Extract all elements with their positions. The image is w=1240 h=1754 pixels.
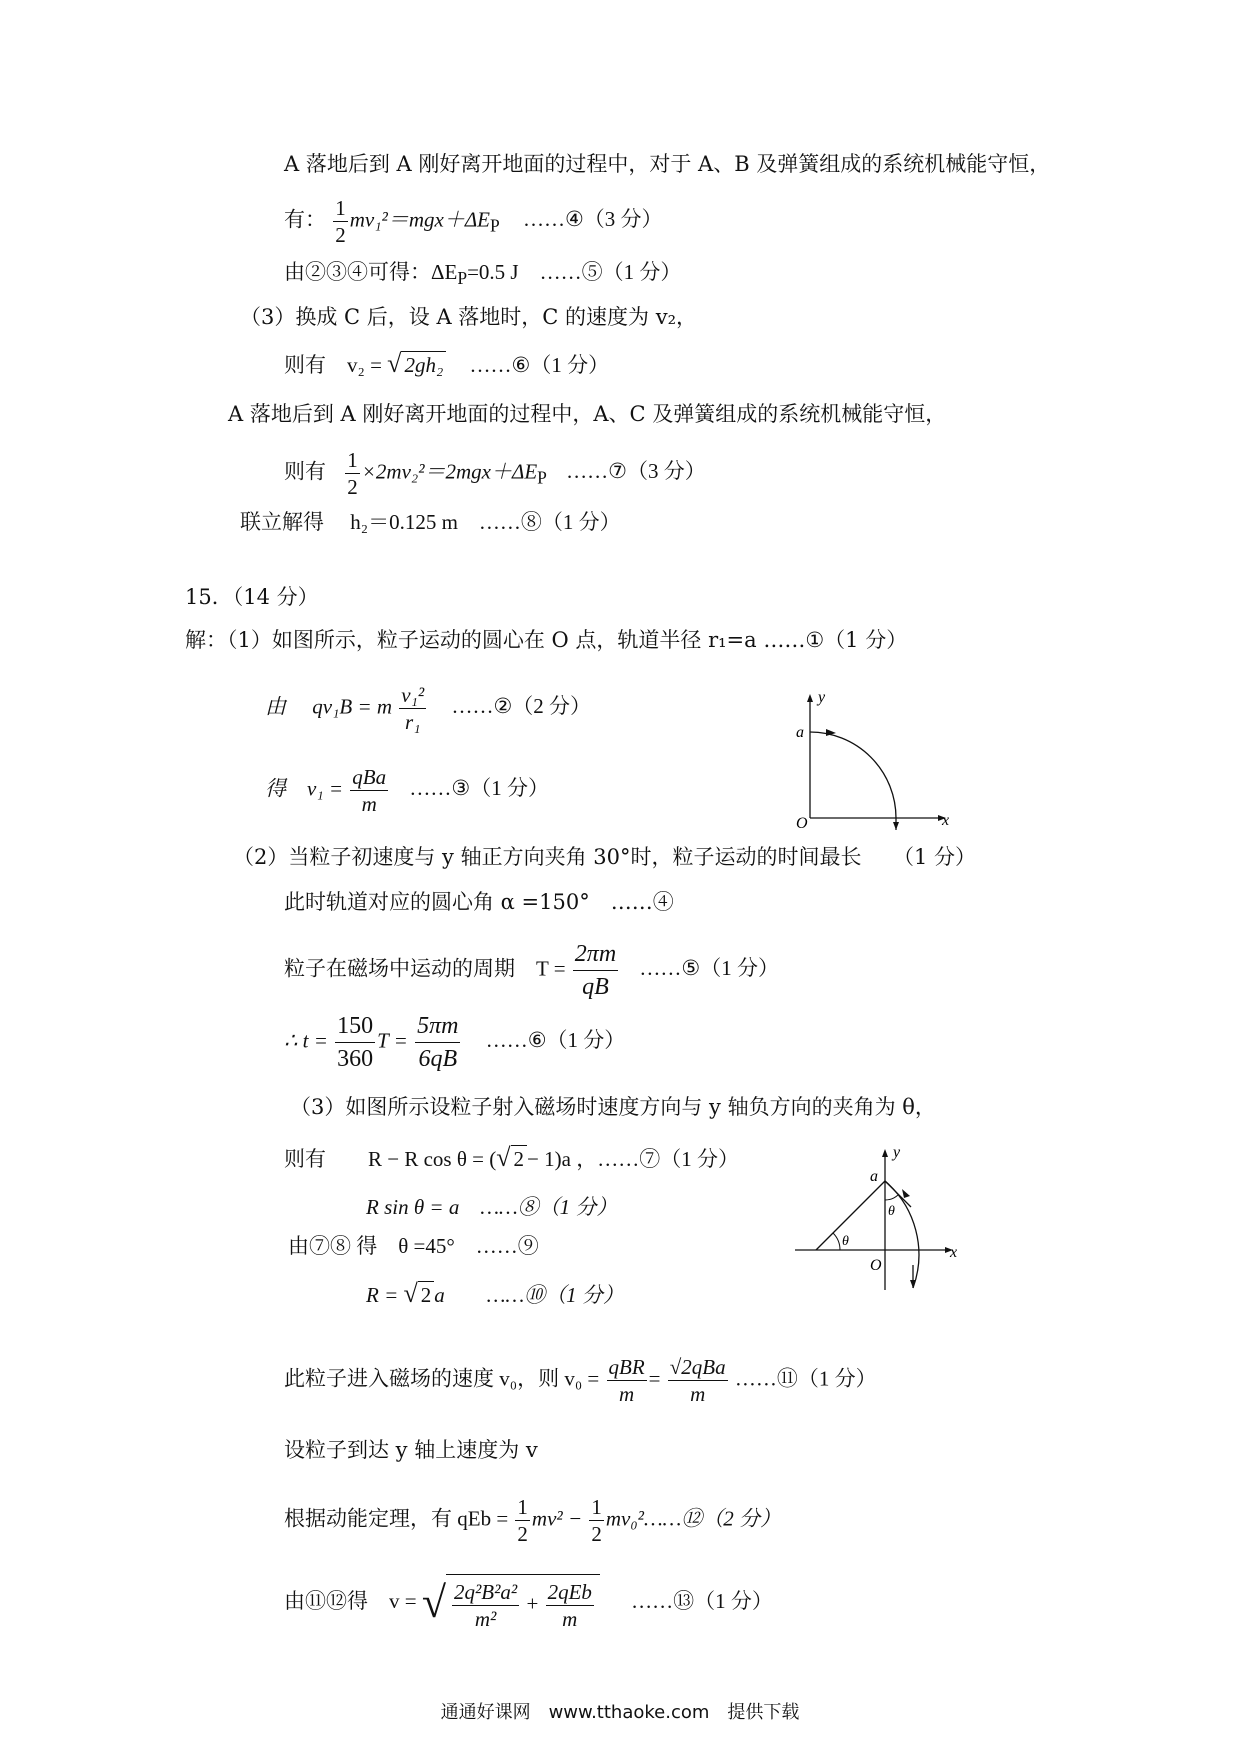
figure-quarter-circle xyxy=(790,690,950,830)
denominator: 360 xyxy=(337,1046,374,1072)
prefix: 粒子在磁场中运动的周期 T = xyxy=(284,956,566,981)
text-line-10: 解：（1）如图所示，粒子运动的圆心在 O 点，轨道半径 r₁=a ……①（1 分） xyxy=(185,628,908,652)
subscript: P xyxy=(489,215,500,236)
fraction-result xyxy=(415,1010,460,1075)
radicand: 2 xyxy=(418,1281,435,1308)
radicand: 2 xyxy=(511,1145,528,1172)
equation-line-25 xyxy=(284,1574,773,1632)
radical-sign: √ xyxy=(403,1279,418,1308)
equation-line-16 xyxy=(284,1010,625,1075)
numerator: 2q²B²a² xyxy=(454,1580,518,1604)
radical-sign: √ xyxy=(387,349,402,378)
prefix: 根据动能定理，有 qEb = xyxy=(284,1506,509,1531)
problem-heading: 15．（14 分） xyxy=(185,585,319,609)
text-line-4: （3）换成 C 后，设 A 落地时，C 的速度为 v₂， xyxy=(240,305,697,329)
equals: = xyxy=(648,1366,661,1391)
equation-tag: ……⑥（1 分） xyxy=(469,353,610,377)
plus: + xyxy=(526,1591,539,1616)
equation-tag: ……⑬（1 分） xyxy=(631,1588,773,1613)
origin-label: O xyxy=(796,815,808,830)
radicand: 2gh₂ xyxy=(401,351,446,378)
numerator: 2qEb xyxy=(547,1580,592,1604)
fraction xyxy=(350,764,388,817)
prefix: 则有 xyxy=(284,459,326,484)
text-line-20: 由⑦⑧ 得 θ =45° ……⑨ xyxy=(288,1234,539,1258)
radicand xyxy=(446,1574,600,1632)
tail: a ……⑩（1 分） xyxy=(434,1283,624,1307)
middle: mv² − xyxy=(531,1506,583,1531)
text-line-13: （2）当粒子初速度与 y 轴正方向夹角 30°时，粒子运动的时间最长 （1 分） xyxy=(233,845,977,869)
fraction-half: $\frac{1}{2}$ xyxy=(335,196,346,247)
text-line-1: A 落地后到 A 刚好离开地面的过程中，对于 A、B 及弹簧组成的系统机械能守恒， xyxy=(284,152,1051,176)
denominator: m xyxy=(562,1607,578,1631)
denominator: 2 xyxy=(591,1522,602,1546)
x-axis-label: x xyxy=(950,1244,958,1261)
equation-line-21 xyxy=(366,1280,624,1309)
text: 由②③④可得：ΔE xyxy=(284,260,458,284)
numerator: v₁² xyxy=(401,683,425,707)
numerator: 1 xyxy=(517,1495,528,1519)
denominator: m xyxy=(690,1382,706,1406)
text-line-23: 设粒子到达 y 轴上速度为 v xyxy=(284,1438,538,1462)
a-label: a xyxy=(796,724,804,741)
origin-label: O xyxy=(870,1257,882,1274)
numerator: qBR xyxy=(608,1355,645,1379)
prefix: ∴ t = xyxy=(284,1028,328,1053)
equation-tag: ……③（1 分） xyxy=(409,776,549,801)
subscript: P xyxy=(537,467,547,488)
numerator: 2πm xyxy=(573,938,618,971)
figure-offset-circle xyxy=(790,1145,960,1295)
text-line-3 xyxy=(284,258,681,292)
equation-line-18 xyxy=(284,1144,739,1173)
equation-line-2 xyxy=(284,195,663,248)
x-axis-label: x xyxy=(942,812,950,829)
numerator: 150 xyxy=(335,1010,375,1043)
prefix: 得 v₁ = xyxy=(265,776,344,801)
fraction xyxy=(399,682,426,735)
equation-body: ×2mv₂²＝2mgx＋ΔE xyxy=(361,459,538,484)
denominator: m xyxy=(618,1382,635,1406)
radical-sign: √ xyxy=(496,1143,511,1172)
theta-label-bottom: θ xyxy=(842,1234,849,1249)
middle: T = xyxy=(377,1028,408,1053)
prefix: 由⑪⑫得 v = xyxy=(284,1588,417,1613)
text-line-14: 此时轨道对应的圆心角 α =150° ……④ xyxy=(284,890,674,914)
numerator: 5πm xyxy=(415,1010,460,1043)
prefix: 则有 v₂ = xyxy=(284,353,382,377)
tail: mv₀²……⑫（2 分） xyxy=(605,1506,782,1531)
prefix: 有： xyxy=(284,207,326,232)
equation-tag: ……⑪（1 分） xyxy=(734,1366,877,1391)
equation-line-11 xyxy=(265,682,591,735)
equation-tag: ……⑦（3 分） xyxy=(566,459,706,484)
denominator: 2 xyxy=(517,1522,528,1546)
text-line-6: A 落地后到 A 刚好离开地面的过程中，A、C 及弹簧组成的系统机械能守恒， xyxy=(228,402,947,426)
numerator: qBa xyxy=(352,765,387,789)
prefix: R = xyxy=(366,1283,399,1307)
denominator: r₁ xyxy=(405,710,421,734)
equation-line-12 xyxy=(265,764,549,817)
denominator: m xyxy=(361,792,377,816)
y-axis-label: y xyxy=(893,1145,901,1161)
numerator: √2qBa xyxy=(669,1355,726,1379)
prefix: 由 qv₁B = m xyxy=(265,694,393,719)
denominator: 6qB xyxy=(418,1046,458,1072)
prefix: 则有 R − R cos θ = ( xyxy=(284,1147,497,1171)
tail: − 1)a ，……⑦（1 分） xyxy=(527,1147,739,1171)
text-line-17: （3）如图所示设粒子射入磁场时速度方向与 y 轴负方向的夹角为 θ， xyxy=(290,1095,936,1119)
fraction-ratio xyxy=(335,1010,375,1075)
equation-line-24 xyxy=(284,1494,781,1547)
equation-tag: ……②（2 分） xyxy=(451,694,592,719)
y-axis-label: y xyxy=(818,690,826,706)
theta-label-top: θ xyxy=(888,1204,895,1219)
equation-body: mv₁²＝mgx＋ΔE xyxy=(349,207,490,232)
fraction-2 xyxy=(546,1579,594,1632)
fraction-1 xyxy=(452,1579,519,1632)
fraction-2 xyxy=(668,1354,728,1407)
equation-line-19: R sin θ = a ……⑧（1 分） xyxy=(366,1195,618,1219)
equation-line-15 xyxy=(284,938,779,1003)
subscript: P xyxy=(457,268,468,289)
equation-tag: ……⑥（1 分） xyxy=(485,1028,626,1053)
prefix: 此粒子进入磁场的速度 v₀，则 v₀ = xyxy=(284,1366,600,1391)
fraction xyxy=(573,938,618,1003)
fraction-half-2 xyxy=(589,1494,604,1547)
radical-sign: √ xyxy=(421,1578,446,1627)
text-tail: =0.5 J ……⑤（1 分） xyxy=(467,260,682,284)
equation-tag: ……④（3 分） xyxy=(522,207,663,232)
denominator: qB xyxy=(582,974,609,1000)
fraction-1 xyxy=(607,1354,647,1407)
equation-tag: ……⑤（1 分） xyxy=(639,956,779,981)
denominator: m² xyxy=(474,1607,497,1631)
footer-download-notice: 通通好课网 www.tthaoke.com 提供下载 xyxy=(440,1702,800,1723)
equation-line-7 xyxy=(284,447,706,500)
numerator: 1 xyxy=(591,1495,602,1519)
text-line-8: 联立解得 h₂＝0.125 m ……⑧（1 分） xyxy=(240,510,621,534)
fraction-half: $\frac{1}{2}$ xyxy=(347,448,358,499)
a-label: a xyxy=(870,1168,878,1185)
equation-line-22 xyxy=(284,1354,877,1407)
fraction-half-1 xyxy=(515,1494,530,1547)
equation-line-5 xyxy=(284,350,609,379)
